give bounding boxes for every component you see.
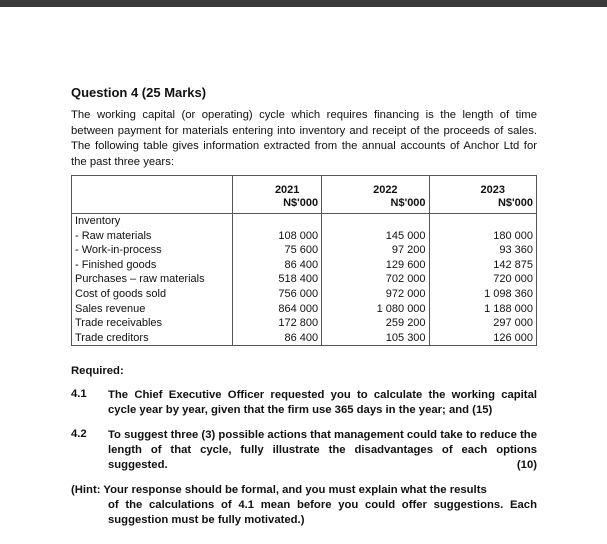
q41-number: 4.1	[71, 388, 87, 400]
q42-number: 4.2	[71, 428, 87, 440]
top-bar	[0, 0, 607, 7]
table-row: - Work-in-process 75 600 97 200 93 360	[72, 243, 537, 258]
table-row: Cost of goods sold 756 000 972 000 1 098 360	[72, 287, 537, 302]
table-row: Trade receivables 172 800 259 200 297 000	[72, 316, 537, 331]
header-2022: 2022 N$'000	[322, 176, 429, 214]
table-row: Purchases – raw materials 518 400 702 000 720 000	[72, 272, 537, 287]
question-title: Question 4 (25 Marks)	[71, 85, 207, 100]
table-header-row	[72, 176, 537, 214]
table-row: Inventory	[72, 214, 537, 229]
hint-rest: of the calculations of 4.1 mean before you could offer suggestions. Each suggestion must be fully motivated.)	[108, 499, 537, 527]
q41-text: The Chief Executive Officer requested you to calculate the working capital cycle year by year, given that the firm use 365 days in the year; and (15)	[108, 389, 537, 417]
header-2023: 2023 N$'000	[429, 176, 536, 214]
header-2021: 2021 N$'000	[233, 176, 322, 214]
hint-lead: (Hint: Your response should be formal, and you must explain what the results	[71, 484, 487, 496]
header-blank	[72, 176, 233, 214]
table-row: Sales revenue 864 000 1 080 000 1 188 000	[72, 302, 537, 317]
table-row: - Finished goods 86 400 129 600 142 875	[72, 258, 537, 273]
table-row: - Raw materials 108 000 145 000 180 000	[72, 229, 537, 244]
financial-table	[71, 175, 537, 346]
table-row: Trade creditors 86 400 105 300 126 000	[72, 331, 537, 346]
q42-text: To suggest three (3) possible actions that management could take to reduce the length of that cycle, fully illustrate the disadvantages of each options suggested. (10)	[108, 428, 537, 474]
required-label: Required:	[71, 365, 124, 377]
question-intro: The working capital (or operating) cycle which requires financing is the length of time between payment for materials entering into inventory and receipt of the proceeds of sales. The following table gives information extracted from the annual accounts of Anchor Ltd for the past three years:	[71, 109, 537, 168]
hint	[71, 483, 537, 529]
q42-marks: (10)	[516, 459, 537, 472]
